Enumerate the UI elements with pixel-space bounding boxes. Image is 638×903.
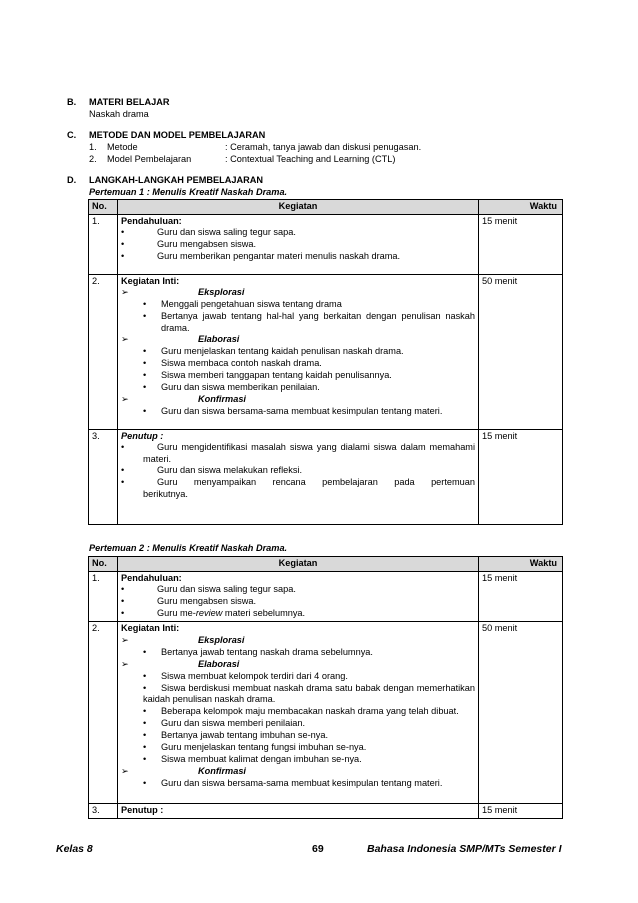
list-item: Guru dan siswa melakukan refleksi. [157, 465, 303, 476]
header-waktu: Waktu [479, 557, 563, 572]
table-row [89, 804, 563, 819]
table-row [89, 274, 563, 429]
row-time: 15 menit [479, 804, 563, 819]
list-item: Bertanya jawab tentang hal-hal yang berkaitan dengan penulisan naskah drama. [161, 311, 475, 333]
header-no: No. [89, 200, 118, 215]
row-time: 50 menit [479, 622, 563, 804]
phase-label: Konfirmasi [198, 765, 246, 776]
phase-label: Elaborasi [198, 658, 240, 669]
row-no: 2. [89, 274, 118, 429]
row-no: 3. [89, 429, 118, 524]
page-number: 69 [312, 843, 324, 855]
bullet-icon: • [143, 705, 147, 716]
row-heading: Kegiatan Inti: [121, 623, 180, 634]
arrow-bullet-icon: ➢ [121, 765, 129, 776]
table-row [89, 429, 563, 524]
section-b-title: MATERI BELAJAR [89, 97, 170, 107]
arrow-bullet-icon: ➢ [121, 658, 129, 669]
model-label: Model Pembelajaran [107, 154, 192, 164]
bullet-icon: • [121, 596, 125, 607]
list-item: Guru menyampaikan rencana pembelajaran pada pertemuan berikutnya. [143, 477, 475, 499]
row-content [118, 429, 479, 524]
header-no: No. [89, 557, 118, 572]
phase-label: Konfirmasi [198, 394, 246, 405]
arrow-bullet-icon: ➢ [121, 334, 129, 345]
bullet-icon: • [143, 382, 147, 393]
row-time: 15 menit [479, 214, 563, 274]
method-num: 1. [89, 142, 97, 152]
row-no: 1. [89, 214, 118, 274]
row-content [118, 214, 479, 274]
list-item: Guru mengabsen siswa. [157, 596, 257, 607]
section-c-title: METODE DAN MODEL PEMBELAJARAN [89, 130, 266, 140]
bullet-icon: • [121, 465, 125, 476]
list-item: Bertanya jawab tentang naskah drama sebelumnya. [161, 646, 373, 657]
footer-class: Kelas 8 [56, 843, 93, 855]
list-item: Guru dan siswa saling tegur sapa. [157, 227, 296, 238]
phase-label: Eksplorasi [198, 634, 245, 645]
meeting2-table [88, 556, 563, 819]
row-heading: Pendahuluan: [121, 215, 182, 226]
row-content [118, 622, 479, 804]
row-content [118, 274, 479, 429]
list-item: Siswa memberi tanggapan tentang kaidah penulisannya. [161, 370, 392, 381]
list-item: Guru dan siswa bersama-sama membuat kesimpulan tentang materi. [161, 777, 443, 788]
bullet-icon: • [121, 227, 125, 238]
row-no: 3. [89, 804, 118, 819]
list-item: Siswa membuat kalimat dengan imbuhan se-nya. [161, 753, 362, 764]
section-d-title: LANGKAH-LANGKAH PEMBELAJARAN [89, 175, 264, 185]
list-item: Beberapa kelompok maju membacakan naskah drama yang telah dibuat. [161, 705, 459, 716]
row-heading: Pendahuluan: [121, 572, 182, 583]
list-item: Siswa membaca contoh naskah drama. [161, 358, 322, 369]
bullet-icon: • [143, 717, 147, 728]
list-item: Guru memberikan pengantar materi menulis naskah drama. [157, 251, 401, 262]
row-heading: Penutup : [121, 430, 164, 441]
bullet-icon: • [121, 239, 125, 250]
bullet-icon: • [143, 358, 147, 369]
section-b-content: Naskah drama [89, 109, 149, 119]
header-waktu: Waktu [479, 200, 563, 215]
list-item: Siswa berdiskusi membuat naskah drama satu babak dengan memerhatikan kaidah penulisan naskah drama. [143, 682, 475, 705]
arrow-bullet-icon: ➢ [121, 394, 129, 405]
bullet-icon: • [143, 729, 147, 740]
list-item: Guru dan siswa saling tegur sapa. [157, 584, 296, 595]
row-heading: Penutup : [118, 804, 479, 819]
list-item: Guru mengabsen siswa. [157, 239, 257, 250]
bullet-icon: • [121, 608, 125, 619]
list-item: Guru menjelaskan tentang fungsi imbuhan se-nya. [161, 741, 367, 752]
phase-label: Elaborasi [198, 334, 240, 345]
method-value: : Ceramah, tanya jawab dan diskusi penugasan. [225, 142, 422, 152]
method-label: Metode [107, 142, 138, 152]
row-heading: Kegiatan Inti: [121, 275, 180, 286]
bullet-icon: • [143, 346, 147, 357]
header-kegiatan: Kegiatan [118, 200, 479, 215]
list-item: Guru dan siswa memberi penilaian. [161, 717, 306, 728]
list-item: Bertanya jawab tentang imbuhan se-nya. [161, 729, 329, 740]
bullet-icon: • [143, 406, 147, 417]
bullet-icon: • [143, 670, 147, 681]
header-kegiatan: Kegiatan [118, 557, 479, 572]
bullet-icon: • [143, 753, 147, 764]
bullet-icon: • [121, 442, 125, 453]
bullet-icon: • [121, 584, 125, 595]
bullet-icon: • [121, 251, 125, 262]
list-item: Menggali pengetahuan siswa tentang drama [161, 299, 342, 310]
list-item: Guru dan siswa bersama-sama membuat kesimpulan tentang materi. [161, 406, 443, 417]
meeting1-title: Pertemuan 1 : Menulis Kreatif Naskah Drama. [89, 187, 288, 197]
table-row [89, 622, 563, 804]
list-item: Guru menjelaskan tentang kaidah penulisan naskah drama. [161, 346, 404, 357]
bullet-icon: • [121, 477, 125, 488]
row-time: 15 menit [479, 571, 563, 622]
list-item: Guru me-review materi sebelumnya. [157, 608, 306, 619]
arrow-bullet-icon: ➢ [121, 634, 129, 645]
row-time: 15 menit [479, 429, 563, 524]
arrow-bullet-icon: ➢ [121, 287, 129, 298]
model-value: : Contextual Teaching and Learning (CTL) [225, 154, 396, 164]
table-row [89, 571, 563, 622]
row-content [118, 571, 479, 622]
section-d-letter: D. [67, 175, 77, 185]
bullet-icon: • [143, 646, 147, 657]
bullet-icon: • [143, 777, 147, 788]
row-time: 50 menit [479, 274, 563, 429]
meeting1-table [88, 199, 563, 525]
section-b-letter: B. [67, 97, 77, 107]
meeting2-title: Pertemuan 2 : Menulis Kreatif Naskah Drama. [89, 543, 288, 553]
bullet-icon: • [143, 311, 147, 322]
bullet-icon: • [143, 741, 147, 752]
bullet-icon: • [143, 299, 147, 310]
row-no: 2. [89, 622, 118, 804]
phase-label: Eksplorasi [198, 287, 245, 298]
footer-subject: Bahasa Indonesia SMP/MTs Semester I [367, 843, 562, 855]
bullet-icon: • [143, 682, 147, 693]
section-c-letter: C. [67, 130, 77, 140]
list-item: Siswa membuat kelompok terdiri dari 4 orang. [161, 670, 348, 681]
table-row [89, 214, 563, 274]
bullet-icon: • [143, 370, 147, 381]
list-item: Guru dan siswa memberikan penilaian. [161, 382, 320, 393]
row-no: 1. [89, 571, 118, 622]
list-item: Guru mengidentifikasi masalah siswa yang dialami siswa dalam memahami materi. [143, 442, 475, 464]
model-num: 2. [89, 154, 97, 164]
